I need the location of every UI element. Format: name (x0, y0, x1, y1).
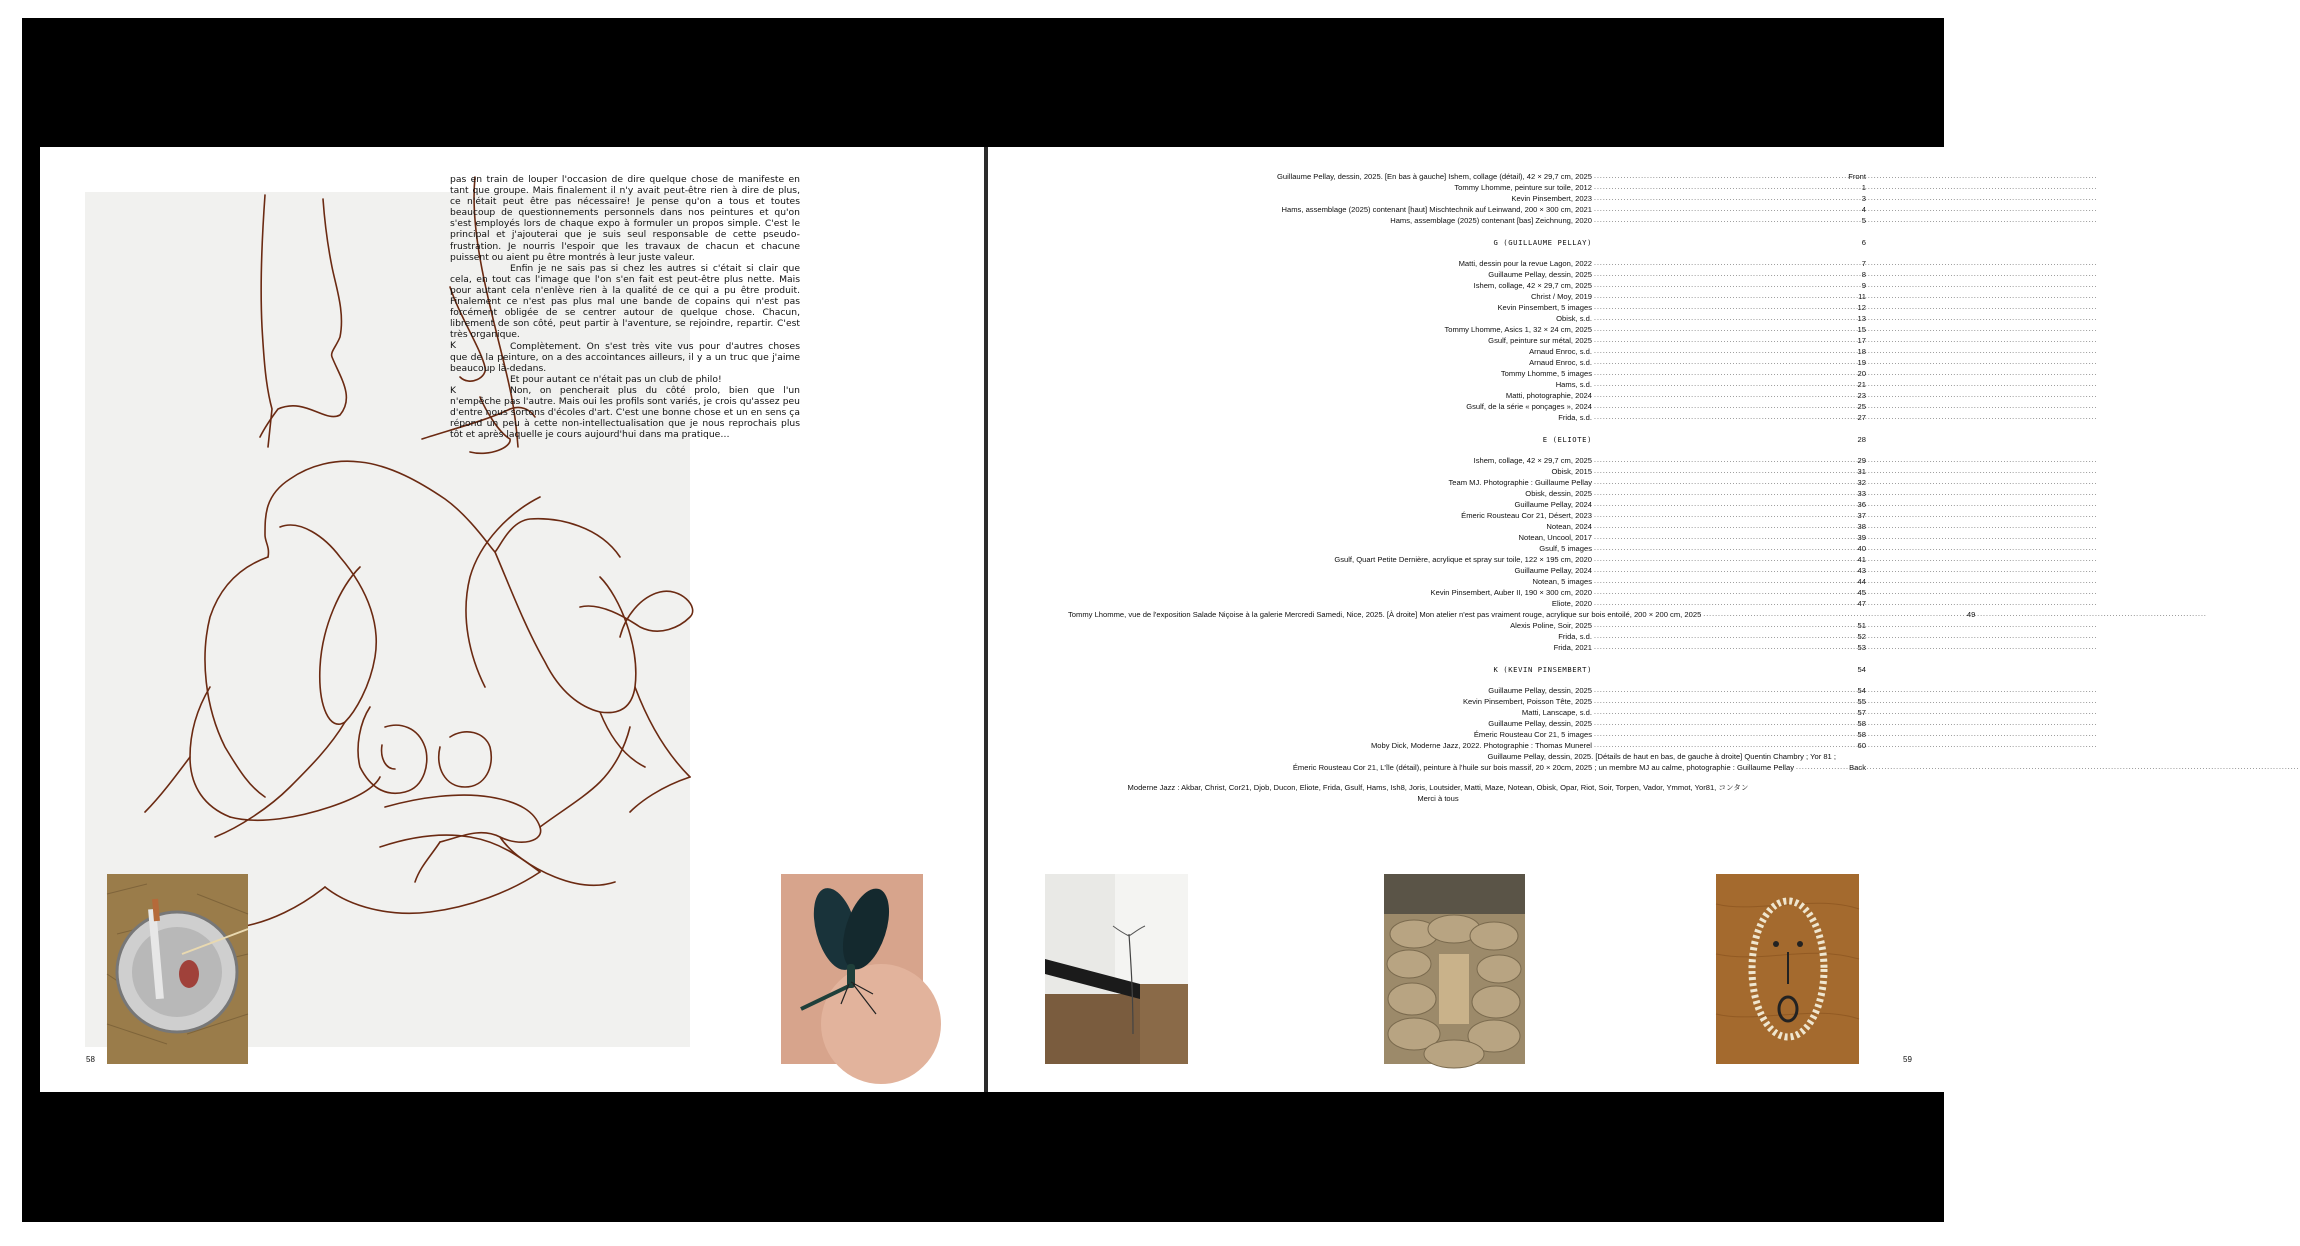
index-page-number: 29 (1857, 456, 1866, 465)
dot-leader (1594, 575, 1836, 584)
index-caption: Matti, Lanscape, s.d. (1521, 708, 1592, 717)
index-page-number: Back (1849, 763, 1866, 772)
index-caption: Team MJ. Photographie : Guillaume Pellay (1448, 478, 1592, 487)
index-caption: Tommy Lhomme, peinture sur toile, 2012 (1454, 183, 1592, 192)
index-caption: Gsulf, Quart Petite Dernière, acrylique et spray sur toile, 122 × 195 cm, 2020 (1334, 555, 1592, 564)
dot-leader (1594, 301, 1836, 310)
dot-leader (1594, 684, 1836, 693)
dot-leader (1594, 170, 1836, 179)
index-section-heading (1068, 663, 1866, 675)
interview-paragraph: Et pour autant ce n'était pas un club de philo! (510, 373, 722, 385)
index-caption: Tommy Lhomme, 5 images (1500, 369, 1592, 378)
index-section-heading (1068, 433, 1866, 445)
dot-leader (1594, 214, 1836, 223)
photo-wall-corner-plant (1045, 874, 1188, 1064)
section-page-number: 28 (1857, 435, 1866, 444)
thanks-line: Merci à tous (1417, 794, 1459, 803)
index-page-number: 58 (1857, 719, 1866, 728)
dot-leader (1594, 717, 1836, 726)
right-page (988, 147, 1976, 1092)
dot-leader (1594, 739, 1836, 748)
image-credits-index (1068, 171, 1976, 773)
dot-leader (1594, 411, 1836, 420)
dot-leader (1594, 728, 1836, 737)
index-caption: Notean, 2024 (1546, 522, 1592, 531)
index-row (1068, 762, 1866, 773)
index-page-number: 21 (1857, 380, 1866, 389)
index-caption: Obisk, 2015 (1551, 467, 1592, 476)
index-page-number: 44 (1857, 577, 1866, 586)
dot-leader (1594, 564, 1836, 573)
section-title: E (ELIOTE) (1542, 435, 1592, 444)
index-caption: Alexis Poline, Soir, 2025 (1510, 621, 1592, 630)
index-page-number: 38 (1857, 522, 1866, 531)
dot-leader (1594, 279, 1836, 288)
photo-damselfly-on-hand (781, 874, 923, 1064)
index-caption: Kevin Pinsembert, Auber II, 190 × 300 cm, 2020 (1430, 588, 1592, 597)
index-caption: Kevin Pinsembert, 5 images (1497, 303, 1592, 312)
index-page-number: 5 (1861, 216, 1866, 225)
index-caption: Moby Dick, Moderne Jazz, 2022. Photographie : Thomas Munerel (1370, 741, 1592, 750)
index-caption: Eliote, 2020 (1551, 599, 1592, 608)
page-number-left: 58 (86, 1055, 95, 1064)
dot-leader (1594, 323, 1836, 332)
index-caption: Kevin Pinsembert, 2023 (1511, 194, 1592, 203)
index-caption: Gsulf, de la série « ponçages », 2024 (1466, 402, 1592, 411)
index-page-number: 1 (1861, 183, 1866, 192)
dot-leader (1594, 312, 1836, 321)
index-page-number: 37 (1857, 511, 1866, 520)
index-page-number: 55 (1857, 697, 1866, 706)
members-line: Moderne Jazz : Akbar, Christ, Cor21, Djob, Ducon, Eliote, Frida, Gsulf, Hams, Ish8, Joris, Loutsider, Matti, Maze, Notean, Obisk, Opar, Riot, Soir, Torpen, Vador, Ymmot, Yor81, コンタン (1127, 783, 1749, 792)
index-page-number: 18 (1857, 347, 1866, 356)
dot-leader (1594, 695, 1836, 704)
dot-leader (1594, 498, 1836, 507)
dot-leader (1796, 761, 1836, 770)
index-caption: Émeric Rousteau Cor 21, Désert, 2023 (1461, 511, 1592, 520)
index-page-number: 20 (1857, 369, 1866, 378)
dot-leader (1594, 630, 1836, 639)
index-page-number: 60 (1857, 741, 1866, 750)
dot-leader (1594, 400, 1836, 409)
speaker-label: K (450, 340, 457, 352)
dot-leader (1594, 454, 1836, 463)
index-row (1068, 412, 1866, 423)
index-page-number: 45 (1857, 588, 1866, 597)
index-caption: Guillaume Pellay, dessin, 2025 (1488, 719, 1592, 728)
index-caption: Kevin Pinsembert, Poisson Tête, 2025 (1462, 697, 1592, 706)
index-page-number: 41 (1857, 555, 1866, 564)
dot-leader (1594, 542, 1836, 551)
index-page-number: 33 (1857, 489, 1866, 498)
index-caption: Guillaume Pellay, dessin, 2025 (1488, 270, 1592, 279)
index-page-number: 49 (1966, 610, 1976, 619)
index-page-number: 23 (1857, 391, 1866, 400)
index-caption: Obisk, dessin, 2025 (1525, 489, 1592, 498)
dot-leader (1594, 345, 1836, 354)
back-cover-caption-line: Guillaume Pellay, dessin, 2025. [Détails de haut en bas, de gauche à droite] Quentin Chambry ; Yor 81 ; (1487, 752, 1836, 761)
index-caption: Arnaud Enroc, s.d. (1529, 358, 1592, 367)
dot-leader (1594, 586, 1836, 595)
dot-leader (1703, 608, 1945, 617)
index-caption: Hams, assemblage (2025) contenant [bas] Zeichnung, 2020 (1390, 216, 1592, 225)
dot-leader (1594, 663, 1836, 672)
index-page-number: 57 (1857, 708, 1866, 717)
index-caption: Gsulf, peinture sur métal, 2025 (1488, 336, 1592, 345)
index-page-number: 43 (1857, 566, 1866, 575)
section-page-number: 54 (1857, 665, 1866, 674)
index-page-number: 51 (1857, 621, 1866, 630)
photo-bead-face-on-wood (1716, 874, 1859, 1064)
dot-leader (1594, 641, 1836, 650)
index-page-number: 27 (1857, 413, 1866, 422)
dot-leader (1594, 433, 1836, 442)
index-caption: Arnaud Enroc, s.d. (1529, 347, 1592, 356)
index-page-number: 12 (1857, 303, 1866, 312)
index-page-number: 31 (1857, 467, 1866, 476)
index-caption: Notean, Uncool, 2017 (1518, 533, 1592, 542)
dot-leader (1594, 465, 1836, 474)
index-caption: Ishem, collage, 42 × 29,7 cm, 2025 (1473, 281, 1592, 290)
dot-leader (1594, 378, 1836, 387)
interview-paragraph: Enfin je ne sais pas si chez les autres si c'était si clair que cela, en tout cas l'image que l'on s'en fait est peut-être plus nette. Mais pour autant cela n'enlève rien à la qualité de ce qui a pu être produit. Finalement ce n'est pas plus mal une bande de copains qui n'est pas forcément obligée de se centrer autour de quelque chose. Chacun, librement de son côté, peut partir à l'aventure, se rejoindre, repartir. C'est très organique. (450, 262, 800, 341)
dot-leader (1594, 706, 1836, 715)
index-caption: Guillaume Pellay, 2024 (1514, 500, 1592, 509)
dot-leader (1594, 192, 1836, 201)
interview-paragraph: pas en train de louper l'occasion de dire quelque chose de manifeste en tant que groupe. Mais finalement il n'y avait peut-être rien à dire de plus, ce n'était peut être pas nécessaire! Je pense qu'on a tous et toutes beaucoup de questionnements personnels dans nos peintures et qu'on s'est employés lors de chaque expo à formuler un propos simple. C'est le principal et j'ajouterai que je suis seul responsable de cette pseudo-frustration. Je nourris l'espoir que les travaux de chacun et chacune puissent ou aient pu être montrés à leur juste valeur. (450, 174, 800, 263)
dot-leader (1594, 334, 1836, 343)
index-page-number: 8 (1861, 270, 1866, 279)
index-page-number: 17 (1857, 336, 1866, 345)
index-caption: Obisk, s.d. (1556, 314, 1592, 323)
section-title: K (KEVIN PINSEMBERT) (1493, 665, 1592, 674)
dot-leader (1594, 203, 1836, 212)
index-caption: Frida, s.d. (1558, 413, 1592, 422)
index-page-number: 58 (1857, 730, 1866, 739)
index-page-number: 19 (1857, 358, 1866, 367)
index-caption: Ishem, collage, 42 × 29,7 cm, 2025 (1473, 456, 1592, 465)
index-caption: Matti, dessin pour la revue Lagon, 2022 (1458, 259, 1592, 268)
group-credits (1048, 782, 1828, 804)
index-page-number: 53 (1857, 643, 1866, 652)
dot-leader (1594, 367, 1836, 376)
dot-leader (1594, 290, 1836, 299)
index-row (1068, 642, 1866, 653)
photo-plate-on-straw (107, 874, 248, 1064)
index-page-number: 25 (1857, 402, 1866, 411)
index-page-number: 47 (1857, 599, 1866, 608)
index-page-number: 11 (1858, 292, 1866, 301)
index-caption: Tommy Lhomme, vue de l'exposition Salade Niçoise à la galerie Mercredi Samedi, Nice, 2025. [À droite] Mon atelier n'est pas vraiment rouge, acrylique sur bois entoilé, 200 × 200 cm, 2025 (1068, 610, 1702, 619)
index-caption: Hams, assemblage (2025) contenant [haut] Mischtechnik auf Leinwand, 200 × 300 cm, 2021 (1281, 205, 1592, 214)
index-page-number: 9 (1861, 281, 1866, 290)
dot-leader (1594, 597, 1836, 606)
index-page-number: Front (1848, 172, 1866, 181)
index-caption: Frida, s.d. (1558, 632, 1592, 641)
index-caption: Matti, photographie, 2024 (1505, 391, 1592, 400)
index-page-number: 15 (1857, 325, 1866, 334)
index-row (1068, 215, 1866, 226)
interview-paragraph: Complètement. On s'est très vite vus pour d'autres choses que de la peinture, on a des accointances ailleurs, il y a un truc que j'aime beaucoup là-dedans. (450, 340, 800, 374)
index-section-heading (1068, 236, 1866, 248)
index-page-number: 4 (1861, 205, 1866, 214)
speaker-label: K (450, 384, 457, 396)
index-caption: Guillaume Pellay, 2024 (1514, 566, 1592, 575)
back-cover-caption-line: Émeric Rousteau Cor 21, L'île (détail), peinture à l'huile sur bois massif, 20 × 20cm, 2025 ; un membre MJ au calme, photographie : Guillaume Pellay (1292, 763, 1794, 772)
index-page-number: 54 (1857, 686, 1866, 695)
index-caption: Tommy Lhomme, Asics 1, 32 × 24 cm, 2025 (1444, 325, 1592, 334)
section-title: G (GUILLAUME PELLAY) (1493, 238, 1592, 247)
index-caption: Frida, 2021 (1553, 643, 1592, 652)
dot-leader (1594, 181, 1836, 190)
section-page-number: 6 (1861, 238, 1866, 247)
index-page-number: 32 (1857, 478, 1866, 487)
index-page-number: 52 (1857, 632, 1866, 641)
index-page-number: 39 (1857, 533, 1866, 542)
index-caption: Émeric Rousteau Cor 21, 5 images (1473, 730, 1592, 739)
dot-leader (1594, 389, 1836, 398)
dot-leader (1594, 487, 1836, 496)
interview-paragraph: Non, on pencherait plus du côté prolo, bien que l'un n'empêche pas l'autre. Mais oui les profils sont variés, je crois qu'assez peu d'entre nous sortons d'écoles d'art. C'est une bonne chose et un en sens ça répond un peu à cette non-intellectualisation que je nous reprochais plus tôt et après laquelle je cours aujourd'hui dans ma pratique… (450, 384, 800, 441)
dot-leader (1594, 268, 1836, 277)
page-number-right: 59 (1903, 1055, 1912, 1064)
index-page-number: 36 (1857, 500, 1866, 509)
index-caption: Guillaume Pellay, dessin, 2025 (1488, 686, 1592, 695)
index-caption: Gsulf, 5 images (1539, 544, 1592, 553)
dot-leader (1594, 509, 1836, 518)
left-page (40, 147, 984, 1092)
index-caption: Guillaume Pellay, dessin, 2025. [En bas à gauche] Ishem, collage (détail), 42 × 29,7 cm, 2025 (1277, 172, 1592, 181)
index-page-number: 13 (1857, 314, 1866, 323)
dot-leader (1594, 531, 1836, 540)
interview-text (450, 174, 800, 440)
dot-leader (1594, 619, 1836, 628)
dot-leader (1594, 553, 1836, 562)
dot-leader (1594, 520, 1836, 529)
dot-leader (1594, 257, 1836, 266)
index-caption: Christ / Moy, 2019 (1530, 292, 1592, 301)
index-caption: Hams, s.d. (1555, 380, 1592, 389)
index-row (1068, 740, 1866, 751)
index-page-number: 7 (1861, 259, 1866, 268)
photo-rope-sculpture (1384, 874, 1525, 1064)
index-page-number: 3 (1861, 194, 1866, 203)
dot-leader (1594, 236, 1836, 245)
index-page-number: 40 (1857, 544, 1866, 553)
dot-leader (1594, 476, 1836, 485)
dot-leader (1594, 356, 1836, 365)
index-caption: Notean, 5 images (1532, 577, 1592, 586)
